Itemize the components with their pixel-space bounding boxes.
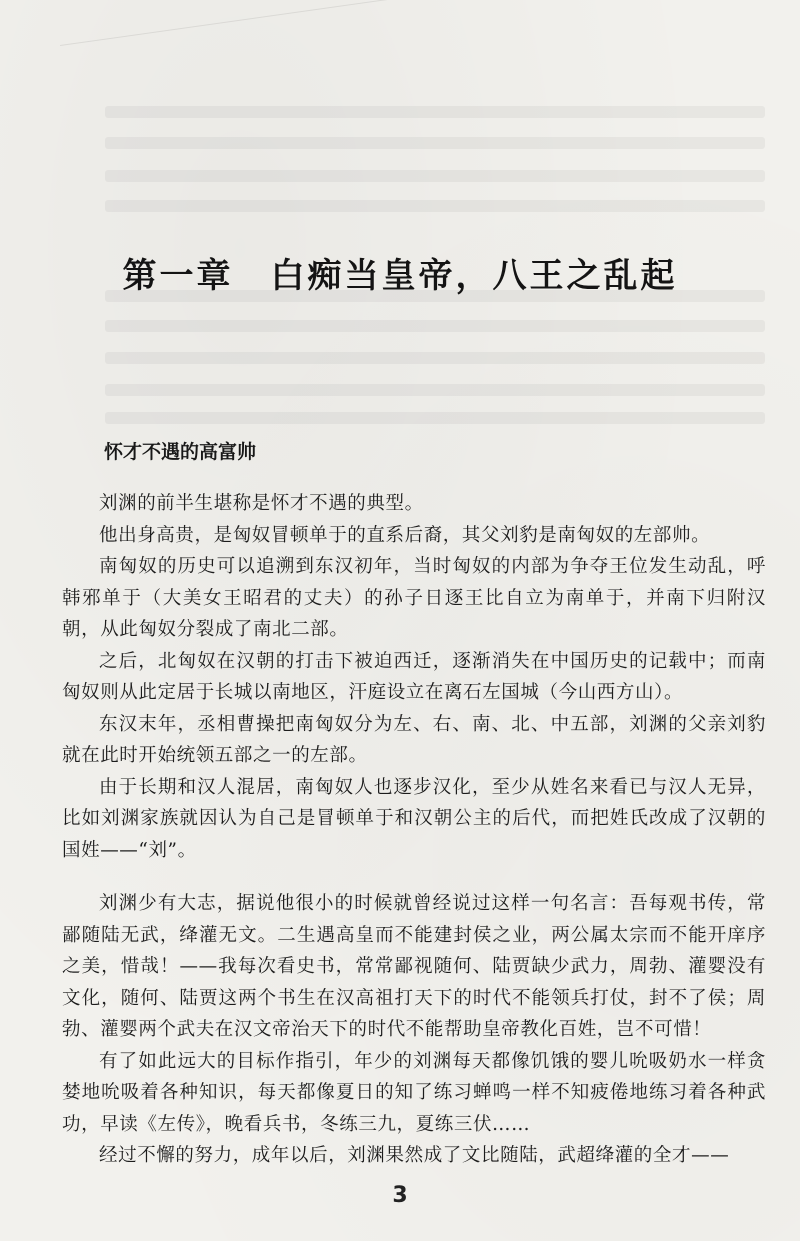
paragraph: 刘渊少有大志，据说他很小的时候就曾经说过这样一句名言：吾每观书传，常鄙随陆无武，绛灌无文。二生遇高皇而不能建封侯之业，两公属太宗而不能开庠序之美，惜哉！——我每次看史书，常常鄙视随何、陆贾缺少武力，周勃、灌婴没有文化，随何、陆贾这两个书生在汉高祖打天下的时代不能领兵打仗，封不了侯；周勃、灌婴两个武夫在汉文帝治天下的时代不能帮助皇帝教化百姓，岂不可惜！ xyxy=(62,893,766,1040)
page-number: 3 xyxy=(392,1183,408,1208)
paragraph: 经过不懈的努力，成年以后，刘渊果然成了文比随陆，武超绛灌的全才—— xyxy=(99,1145,730,1166)
paragraph: 由于长期和汉人混居，南匈奴人也逐步汉化，至少从姓名来看已与汉人无异，比如刘渊家族就因认为自己是冒顿单于和汉朝公主的后代，而把姓氏改成了汉朝的国姓——“刘”。 xyxy=(62,776,766,861)
bleed-through xyxy=(105,412,765,424)
bleed-through xyxy=(105,384,765,396)
bleed-through xyxy=(105,200,765,212)
paragraph: 有了如此远大的目标作指引，年少的刘渊每天都像饥饿的婴儿吮吸奶水一样贪婪地吮吸着各种知识，每天都像夏日的知了练习蝉鸣一样不知疲倦地练习着各种武功，早读《左传》，晚看兵书，冬练三九，夏练三伏…… xyxy=(62,1050,766,1135)
bleed-through xyxy=(105,106,765,118)
paragraph: 刘渊的前半生堪称是怀才不遇的典型。 xyxy=(99,493,424,514)
paragraph: 之后，北匈奴在汉朝的打击下被迫西迁，逐渐消失在中国历史的记载中；而南匈奴则从此定居于长城以南地区，汗庭设立在离石左国城（今山西方山）。 xyxy=(62,650,766,703)
chapter-title: 第一章 白痴当皇帝，八王之乱起 xyxy=(122,256,678,296)
header-rule xyxy=(60,0,387,46)
paragraph: 南匈奴的历史可以追溯到东汉初年，当时匈奴的内部为争夺王位发生动乱，呼韩邪单于（大美女王昭君的丈夫）的孙子日逐王比自立为南单于，并南下归附汉朝，从此匈奴分裂成了南北二部。 xyxy=(62,556,766,640)
section-heading: 怀才不遇的高富帅 xyxy=(104,441,257,463)
bleed-through xyxy=(105,320,765,332)
bleed-through xyxy=(105,170,765,182)
paragraph: 东汉末年，丞相曹操把南匈奴分为左、右、南、北、中五部，刘渊的父亲刘豹就在此时开始统领五部之一的左部。 xyxy=(62,713,766,766)
paragraph: 他出身高贵，是匈奴冒顿单于的直系后裔，其父刘豹是南匈奴的左部帅。 xyxy=(99,524,711,546)
body-text xyxy=(62,488,766,1172)
bleed-through xyxy=(105,352,765,364)
bleed-through xyxy=(105,137,765,149)
